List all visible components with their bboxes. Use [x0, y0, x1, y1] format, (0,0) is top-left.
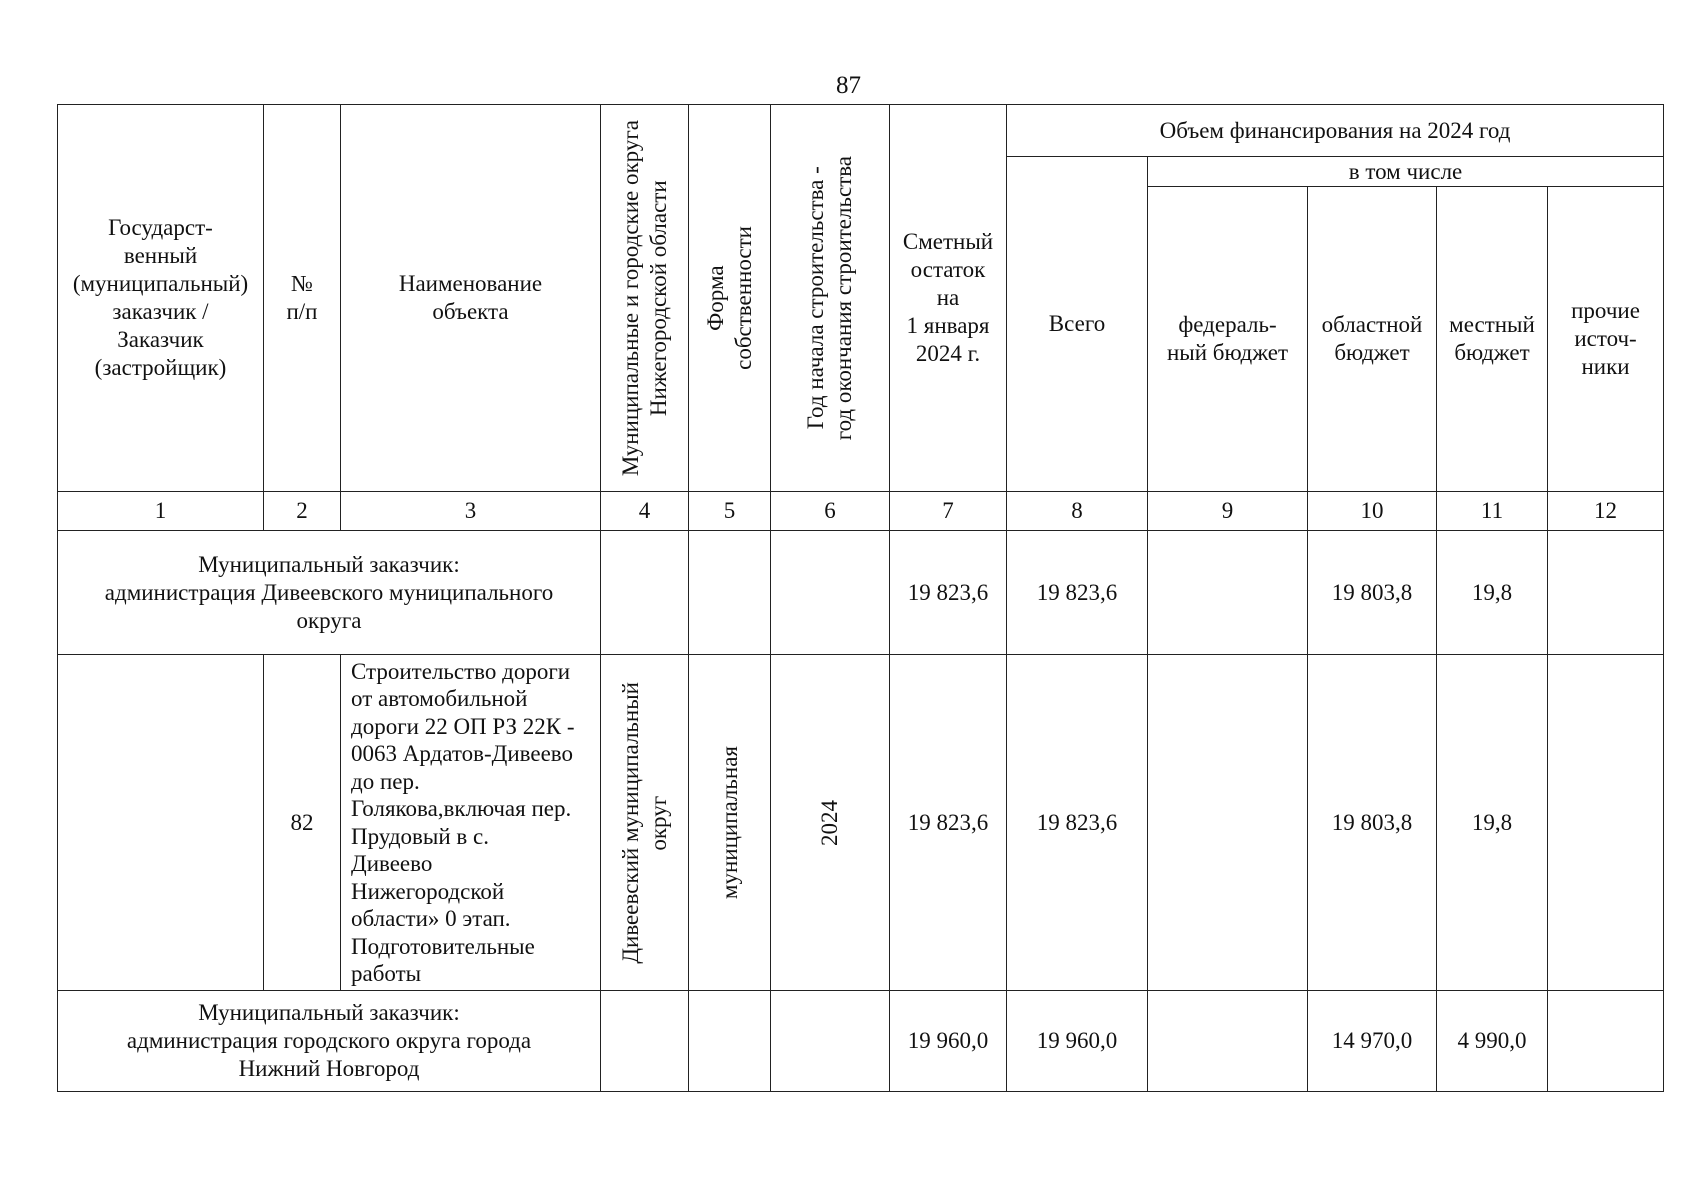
- object-district: Дивеевский муниципальный округ: [601, 655, 689, 991]
- federal-value: [1148, 531, 1308, 655]
- column-number: 4: [601, 492, 689, 531]
- column-number: 3: [341, 492, 601, 531]
- column-number: 7: [890, 492, 1007, 531]
- column-number-row: [58, 492, 1664, 531]
- column-number: 5: [689, 492, 771, 531]
- header-estimate-remainder: Сметный остаток на 1 января 2024 г.: [890, 105, 1007, 492]
- customer-row: [58, 991, 1664, 1092]
- regional-value: 14 970,0: [1308, 991, 1437, 1092]
- column-number: 11: [1437, 492, 1548, 531]
- estimate-value: 19 823,6: [890, 655, 1007, 991]
- empty-cell: [601, 991, 689, 1092]
- other-value: [1548, 991, 1664, 1092]
- column-number: 6: [771, 492, 890, 531]
- header-other: прочие источ- ники: [1548, 187, 1664, 492]
- object-name: Строительство дороги от автомобильной дороги 22 ОП РЗ 22К - 0063 Ардатов-Дивеево до пер. Голякова,включая пер. Прудовый в с. Дивеево Нижегородской области» 0 этап. Подготовительные работы: [341, 655, 601, 991]
- empty-cell: [58, 655, 264, 991]
- total-value: 19 960,0: [1007, 991, 1148, 1092]
- column-number: 8: [1007, 492, 1148, 531]
- header-including: в том числе: [1148, 157, 1664, 187]
- local-value: 4 990,0: [1437, 991, 1548, 1092]
- column-number: 9: [1148, 492, 1308, 531]
- object-row: [58, 655, 1664, 991]
- federal-value: [1148, 655, 1308, 991]
- total-value: 19 823,6: [1007, 655, 1148, 991]
- customer-row: [58, 531, 1664, 655]
- empty-cell: [689, 991, 771, 1092]
- empty-cell: [689, 531, 771, 655]
- other-value: [1548, 531, 1664, 655]
- regional-value: 19 803,8: [1308, 531, 1437, 655]
- customer-name: Муниципальный заказчик: администрация Дивеевского муниципального округа: [58, 531, 601, 655]
- federal-value: [1148, 991, 1308, 1092]
- empty-cell: [601, 531, 689, 655]
- empty-cell: [771, 531, 890, 655]
- object-years: 2024: [771, 655, 890, 991]
- header-local: местный бюджет: [1437, 187, 1548, 492]
- header-number: № п/п: [264, 105, 341, 492]
- header-years: Год начала строительства - год окончания строительства: [771, 105, 890, 492]
- customer-name: Муниципальный заказчик: администрация городского округа города Нижний Новгород: [58, 991, 601, 1092]
- empty-cell: [771, 991, 890, 1092]
- header-customer: Государст- венный (муниципальный) заказчик / Заказчик (застройщик): [58, 105, 264, 492]
- header-ownership: Форма собственности: [689, 105, 771, 492]
- regional-value: 19 803,8: [1308, 655, 1437, 991]
- header-districts: Муниципальные и городские округа Нижегородской области: [601, 105, 689, 492]
- local-value: 19,8: [1437, 531, 1548, 655]
- header-row-1: [58, 105, 1664, 157]
- total-value: 19 823,6: [1007, 531, 1148, 655]
- header-total: Всего: [1007, 157, 1148, 492]
- estimate-value: 19 960,0: [890, 991, 1007, 1092]
- column-number: 1: [58, 492, 264, 531]
- column-number: 12: [1548, 492, 1664, 531]
- estimate-value: 19 823,6: [890, 531, 1007, 655]
- local-value: 19,8: [1437, 655, 1548, 991]
- header-federal: федераль- ный бюджет: [1148, 187, 1308, 492]
- page-number: 87: [836, 72, 861, 99]
- financing-table: [57, 104, 1664, 1092]
- object-number: 82: [264, 655, 341, 991]
- header-regional: областной бюджет: [1308, 187, 1437, 492]
- header-financing: Объем финансирования на 2024 год: [1007, 105, 1664, 157]
- object-ownership: муниципальная: [689, 655, 771, 991]
- other-value: [1548, 655, 1664, 991]
- column-number: 2: [264, 492, 341, 531]
- header-object-name: Наименование объекта: [341, 105, 601, 492]
- column-number: 10: [1308, 492, 1437, 531]
